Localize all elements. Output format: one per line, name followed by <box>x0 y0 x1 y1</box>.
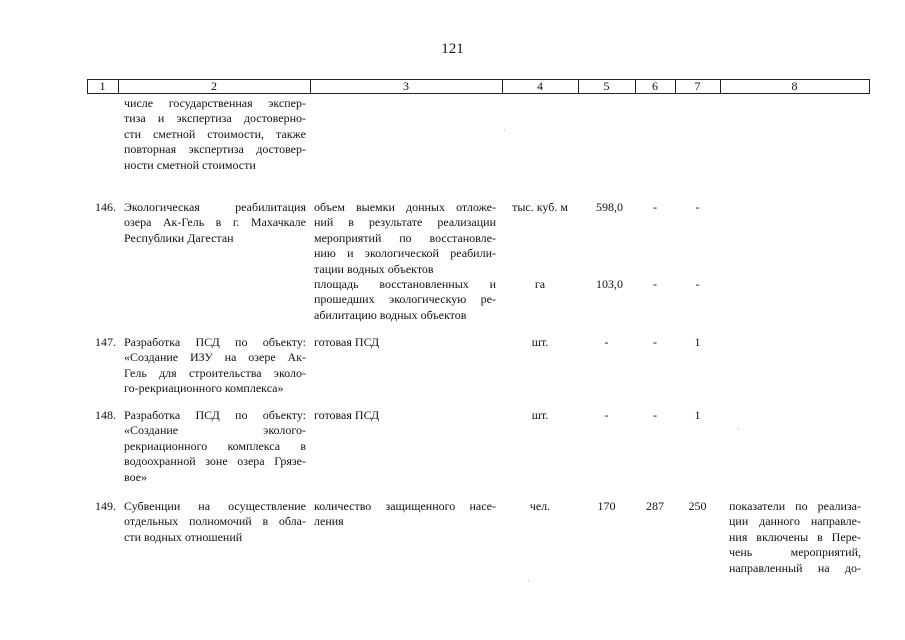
unit: тыс. куб. м <box>512 200 568 214</box>
header-col-8: 8 <box>791 79 798 93</box>
col-divider <box>869 79 870 93</box>
continued-description: числе государственная экспер- тиза и экспертиза достоверно- сти сметной стоимости, также повторная экспертиза достовер- ности сметной стоимости <box>124 96 306 172</box>
value-col-7: - <box>695 277 700 291</box>
value-col-7: - <box>695 200 700 214</box>
indicator-name: площадь восстановленных и прошедших экологическую ре- абилитацию водных объектов <box>314 277 496 322</box>
unit: шт. <box>531 408 549 422</box>
page-number: 121 <box>441 41 464 57</box>
row-number: 148. <box>95 408 116 422</box>
row-note: показатели по реализа- ции данного направле- ния включены в Пере- чень мероприятий, направленный на до- <box>729 499 861 575</box>
header-bottom-border <box>87 93 870 94</box>
header-col-5: 5 <box>603 79 610 93</box>
value-col-6: - <box>653 200 657 214</box>
row-description: Субвенции на осуществление отдельных полномочий в обла- сти водных отношений <box>124 499 306 544</box>
scan-speck: · <box>527 577 530 586</box>
value-col-7: 250 <box>688 499 707 513</box>
indicator-name: объем выемки донных отложе- ний в результате реализации мероприятий по восстановле- нию и экологической реабили- тации водных объектов <box>314 200 496 276</box>
row-number: 149. <box>95 499 116 513</box>
value-col-5: 598,0 <box>596 200 623 214</box>
scan-speck: · <box>503 126 506 135</box>
header-col-7: 7 <box>694 79 701 93</box>
header-col-6: 6 <box>652 79 658 93</box>
value-col-6: - <box>653 408 657 422</box>
value-col-5: 103,0 <box>596 277 623 291</box>
header-col-1: 1 <box>99 79 106 93</box>
header-col-4: 4 <box>537 79 543 93</box>
header-col-2: 2 <box>211 79 217 93</box>
value-col-5: 170 <box>597 499 616 513</box>
unit: га <box>534 277 546 291</box>
indicator-name: готовая ПСД <box>314 408 380 422</box>
value-col-6: - <box>653 335 657 349</box>
value-col-7: 1 <box>694 335 701 349</box>
indicator-name: готовая ПСД <box>314 335 380 349</box>
row-description: Экологическая реабилитация озера Ак-Гель в г. Махачкале Республики Дагестан <box>124 200 306 245</box>
value-col-5: - <box>604 408 609 422</box>
row-number: 146. <box>95 200 116 214</box>
indicator-name: количество защищенного насе- ления <box>314 499 496 529</box>
scan-speck: · <box>737 425 740 434</box>
row-description: Разработка ПСД по объекту: «Создание ИЗУ на озере Ак- Гель для строительства эколо- го-рекриационного комплекса» <box>124 335 306 396</box>
value-col-6: 287 <box>646 499 664 513</box>
unit: шт. <box>531 335 549 349</box>
unit: чел. <box>529 499 551 513</box>
header-col-3: 3 <box>403 79 409 93</box>
value-col-5: - <box>604 335 609 349</box>
row-number: 147. <box>95 335 116 349</box>
value-col-7: 1 <box>694 408 701 422</box>
value-col-6: - <box>653 277 657 291</box>
row-description: Разработка ПСД по объекту: «Создание эколого- рекриационного комплекса в водоохранной зоне озера Грязе- вое» <box>124 408 306 484</box>
